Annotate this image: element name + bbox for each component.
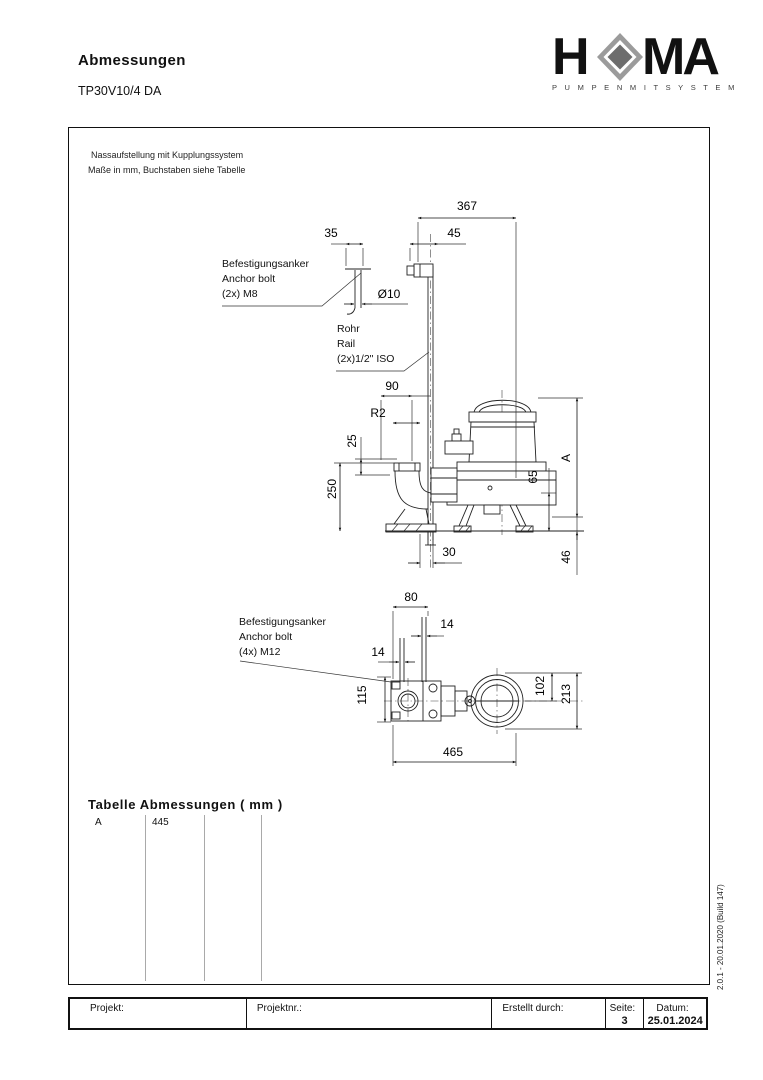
leader-lines-top [240,661,391,682]
label-line: Anchor bolt [222,273,276,285]
footer-table [68,997,708,1030]
note-units: Maße in mm, Buchstaben siehe Tabelle [88,165,246,175]
page-title: Abmessungen [78,52,186,69]
label-line: Befestigungsanker [222,258,309,270]
version-build-note: 2.0.1 - 20.01.2020 (Build 147) [716,884,725,990]
pump-model: TP30V10/4 DA [78,84,162,98]
footer-cell-erstellt [492,999,605,1028]
dim-45: 45 [447,226,461,240]
footer-cell-projektnr [247,999,492,1028]
label-line: Rail [337,338,356,350]
dimension-lines-side [331,218,583,575]
homa-logo-letters-ma: MA [642,28,717,86]
footer-cell-seite [606,999,645,1028]
dim-80: 80 [404,590,418,604]
homa-logo-letter-h: H [552,28,588,86]
dim-A: A [559,453,573,463]
label-rail [337,322,394,367]
dim-25: 25 [345,434,359,448]
dimension-lines-top [377,607,582,766]
rail [407,234,436,568]
table-column-divider [261,815,262,981]
dim-diameter-10: Ø10 [377,287,401,301]
dim-90: 90 [385,379,399,393]
table-column-divider [204,815,205,981]
datum-value: 25.01.2024 [647,1015,703,1027]
table-column-divider [145,815,146,981]
table-value-A: 445 [152,817,169,828]
projekt-label: Projekt: [90,1003,124,1014]
pump-side-view [385,390,584,535]
dimension-table-title: Tabelle Abmessungen ( mm ) [88,797,283,812]
dim-14-left: 14 [371,645,385,659]
homa-tagline: P U M P E N M I T S Y S T E M [552,83,738,92]
dim-250: 250 [325,478,339,500]
duckfoot-elbow [386,463,436,532]
dim-465: 465 [442,745,464,759]
table-letter-A: A [95,817,102,828]
label-line: Befestigungsanker [239,616,326,628]
footer-cell-projekt [70,999,247,1028]
dim-46: 46 [559,550,573,564]
seite-value: 3 [621,1015,628,1027]
datum-label: Datum: [656,1003,689,1014]
dim-14-right: 14 [440,617,454,631]
projektnr-label: Projektnr.: [256,1003,302,1014]
label-line: (4x) M12 [239,646,281,658]
erstellt-durch-label: Erstellt durch: [502,1003,564,1014]
label-anchor-bolt-side [222,257,309,302]
label-line: Rohr [337,323,360,335]
dim-35: 35 [324,226,338,240]
dim-30: 30 [442,545,456,559]
dim-367: 367 [456,199,478,213]
dim-102: 102 [533,675,547,697]
footer-cell-datum [644,999,706,1028]
dim-65: 65 [526,470,540,484]
seite-label: Seite: [609,1003,636,1014]
note-installation: Nassaufstellung mit Kupplungssystem [91,150,244,160]
label-anchor-bolt-top [239,615,326,660]
dim-213: 213 [559,683,573,705]
dim-R2: R2 [370,406,386,420]
label-line: (2x) M8 [222,288,258,300]
label-line: (2x)1/2" ISO [337,353,395,365]
pump-top-view [384,617,585,734]
dim-115: 115 [355,685,369,705]
label-line: Anchor bolt [239,631,293,643]
